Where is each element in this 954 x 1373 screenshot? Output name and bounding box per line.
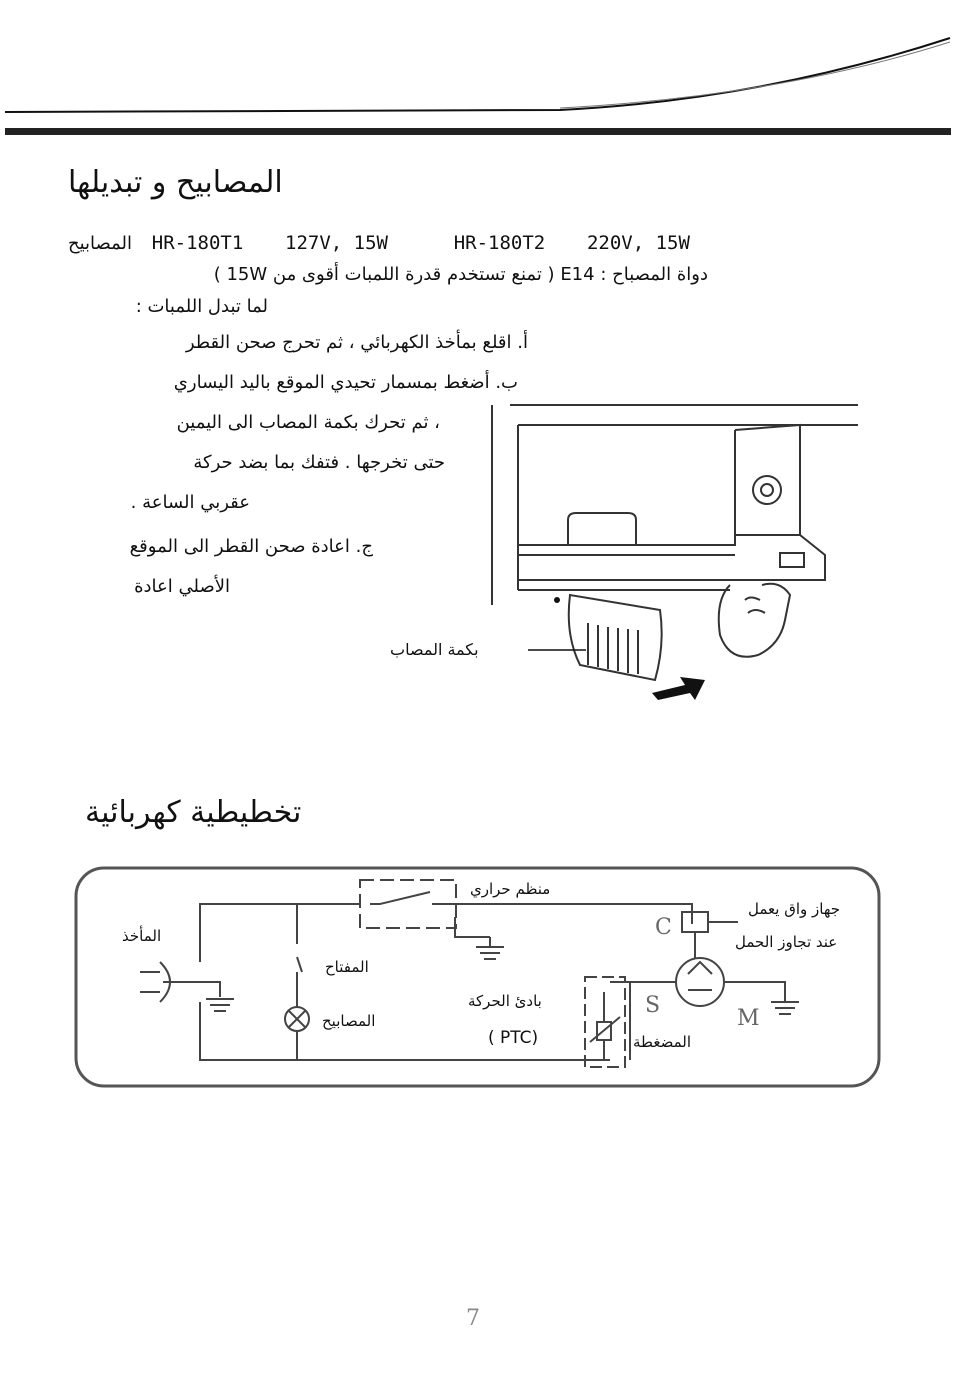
spec-line	[68, 232, 690, 254]
model-1: HR-180T1	[151, 232, 244, 254]
terminal-s: S	[645, 993, 661, 1018]
step-a: أ. اقلع بمأخذ الكهربائي ، ثم تحرج صحن القطر	[185, 332, 528, 353]
terminal-c: C	[655, 915, 672, 940]
figure-label-leader	[528, 640, 588, 660]
step-c-cont: الأصلي اعادة	[134, 576, 230, 597]
model-2: HR-180T2	[453, 232, 546, 254]
step-b-cont-1: ، ثم تحرك بكمة المصاب الى اليمين	[176, 412, 440, 433]
step-b: ب. أضغط بمسمار تحيدي الموقع باليد اليساري	[173, 372, 518, 393]
terminal-m: M	[737, 1006, 760, 1031]
step-c: ج. اعادة صحن القطر الى الموقع	[129, 536, 373, 557]
replace-heading: لما تبدل اللمبات :	[135, 296, 268, 317]
label-thermostat: منظم حراري	[470, 880, 551, 898]
section-title-lamps: المصابيح و تبديلها	[68, 165, 283, 200]
label-protector-2: عند تجاوز الحمل	[735, 933, 838, 951]
label-plug: المأخذ	[122, 927, 162, 945]
figure-label: بكمة المصاب	[390, 640, 479, 659]
socket-line: دواة المصباح : E14 ( تمنع تستخدم قدرة اللمبات أقوى من 15W )	[213, 264, 708, 285]
rating-2: 220V, 15W	[586, 232, 690, 254]
header-rule	[0, 0, 954, 140]
step-b-cont-2: حتى تخرجها . فتفك بما بضد حركة	[193, 452, 445, 473]
label-compressor: المضغطة	[633, 1033, 692, 1051]
label-starter: بادئ الحركة	[468, 992, 542, 1010]
lamp-cover-illustration	[480, 395, 860, 710]
page-number: 7	[466, 1306, 480, 1331]
label-lamp: المصابيح	[322, 1012, 376, 1030]
step-b-cont-3: عقربي الساعة .	[130, 492, 250, 513]
rating-1: 127V, 15W	[285, 232, 388, 254]
label-protector-1: جهاز واق يعمل	[748, 900, 841, 918]
section-title-wiring: تخطيطية كهربائية	[85, 795, 302, 830]
spec-label: المصابيح	[68, 233, 133, 254]
label-switch: المفتاح	[325, 958, 369, 976]
label-ptc: ( PTC)	[488, 1028, 539, 1048]
